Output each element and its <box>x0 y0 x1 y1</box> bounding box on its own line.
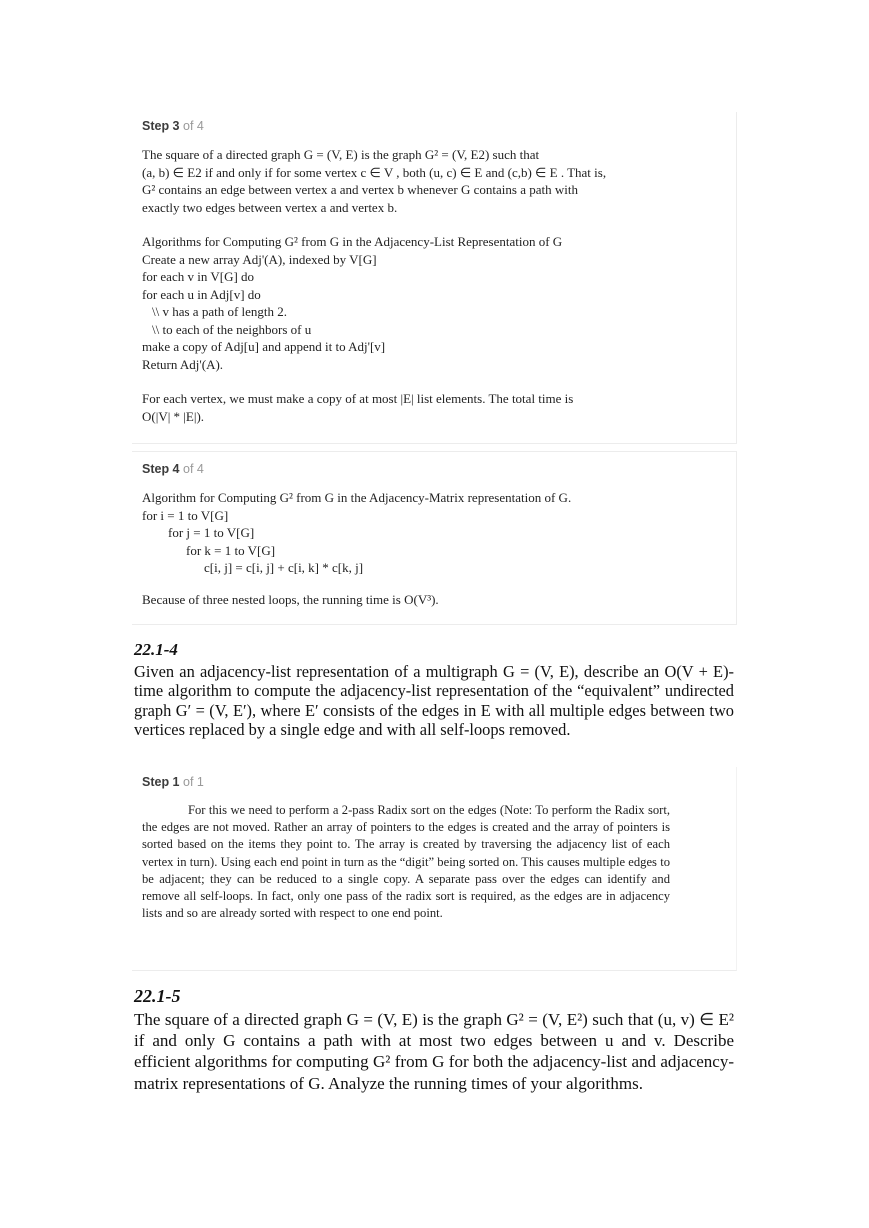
step3-algo-line: Create a new array Adj'(A), indexed by V[G] <box>142 251 377 267</box>
exercise-text: The square of a directed graph G = (V, E) is the graph G² = (V, E²) such that (u, v) ∈ E² if and only G contains a path with at most two edges between u and v. Describe efficient algorithms for computing G² from G for both the adjacency-list and adjacency-matrix representations of G. Analyze the running times of your algorithms. <box>134 1010 734 1093</box>
step3-algo-line: Return Adj'(A). <box>142 356 224 372</box>
step3-algo-title: Algorithms for Computing G² from G in the Adjacency-List Representation of G <box>142 234 563 249</box>
step4-algo-line: for i = 1 to V[G] <box>142 507 229 523</box>
step3-algo-line: for each v in V[G] do <box>142 269 255 284</box>
step4-algo-line: c[i, j] = c[i, j] + c[i, k] * c[k, j] <box>204 560 364 575</box>
exercise-22-1-5 <box>134 986 734 1094</box>
step1-card <box>132 767 737 971</box>
step4-algo-line: for k = 1 to V[G] <box>186 542 276 558</box>
step3-algo-comment: \\ v has a path of length 2. <box>152 304 288 319</box>
step3-algo-comment: \\ to each of the neighbors of u <box>152 321 312 337</box>
step1-text: For this we need to perform a 2-pass Radix sort on the edges (Note: To perform the Radix sort, the edges are not moved. Rather an array of pointers to the edges is created and the array of pointers is sorted based on the items they point to. The array is created by traversing the adjacency list of each vertex in turn). Using each end point in turn as the “digit” being sorted on. This causes multiple edges to be adjacent; they can be reduced to a single copy. A separate pass over the edges can identify and remove all self-loops. In fact, only one pass of the radix sort is required, as the edges are in adjacency lists and so are already sorted with respect to one end point. <box>142 803 670 921</box>
step3-line: exactly two edges between vertex a and vertex b. <box>142 199 398 215</box>
step4-runtime: Because of three nested loops, the running time is O(V³). <box>142 591 439 607</box>
step1-label-text: Step 1 <box>142 775 180 789</box>
step4-algo-line: for j = 1 to V[G] <box>168 525 255 540</box>
step3-algo-line: for each u in Adj[v] do <box>142 286 261 302</box>
step3-label-text: Step 3 <box>142 119 180 133</box>
step3-body <box>132 146 736 425</box>
step4-algo-title: Algorithm for Computing G² from G in the Adjacency-Matrix representation of G. <box>142 490 572 505</box>
step3-label-of: of 4 <box>183 119 204 133</box>
step3-label <box>142 119 736 133</box>
step1-label <box>142 775 736 789</box>
exercise-number: 22.1-5 <box>134 986 181 1006</box>
exercise-number: 22.1-4 <box>134 640 178 659</box>
step3-algo-line: make a copy of Adj[u] and append it to Adj'[v] <box>142 339 386 354</box>
exercise-22-1-4 <box>134 640 734 739</box>
step4-body <box>132 489 736 608</box>
step4-label-text: Step 4 <box>142 462 180 476</box>
exercise-text: Given an adjacency-list representation of a multigraph G = (V, E), describe an O(V + E)-time algorithm to compute the adjacency-list representation of the “equivalent” undirected graph G′ = (V, E′), where E′ consists of the edges in E with all multiple edges between two vertices replaced by a single edge and with all self-loops removed. <box>134 662 734 739</box>
step4-label <box>142 462 736 476</box>
step1-label-of: of 1 <box>183 775 204 789</box>
step3-line: The square of a directed graph G = (V, E) is the graph G² = (V, E2) such that <box>142 147 540 162</box>
step3-complexity: O(|V| * |E|). <box>142 408 205 424</box>
step3-complexity: For each vertex, we must make a copy of at most |E| list elements. The total time is <box>142 391 574 406</box>
step3-line: G² contains an edge between vertex a and vertex b whenever G contains a path with <box>142 182 578 197</box>
step3-card <box>132 112 737 444</box>
step1-body <box>132 802 736 922</box>
step4-label-of: of 4 <box>183 462 204 476</box>
step4-card <box>132 451 737 625</box>
step3-line: (a, b) ∈ E2 if and only if for some vertex c ∈ V , both (u, c) ∈ E and (c,b) ∈ E . That is, <box>142 164 607 180</box>
